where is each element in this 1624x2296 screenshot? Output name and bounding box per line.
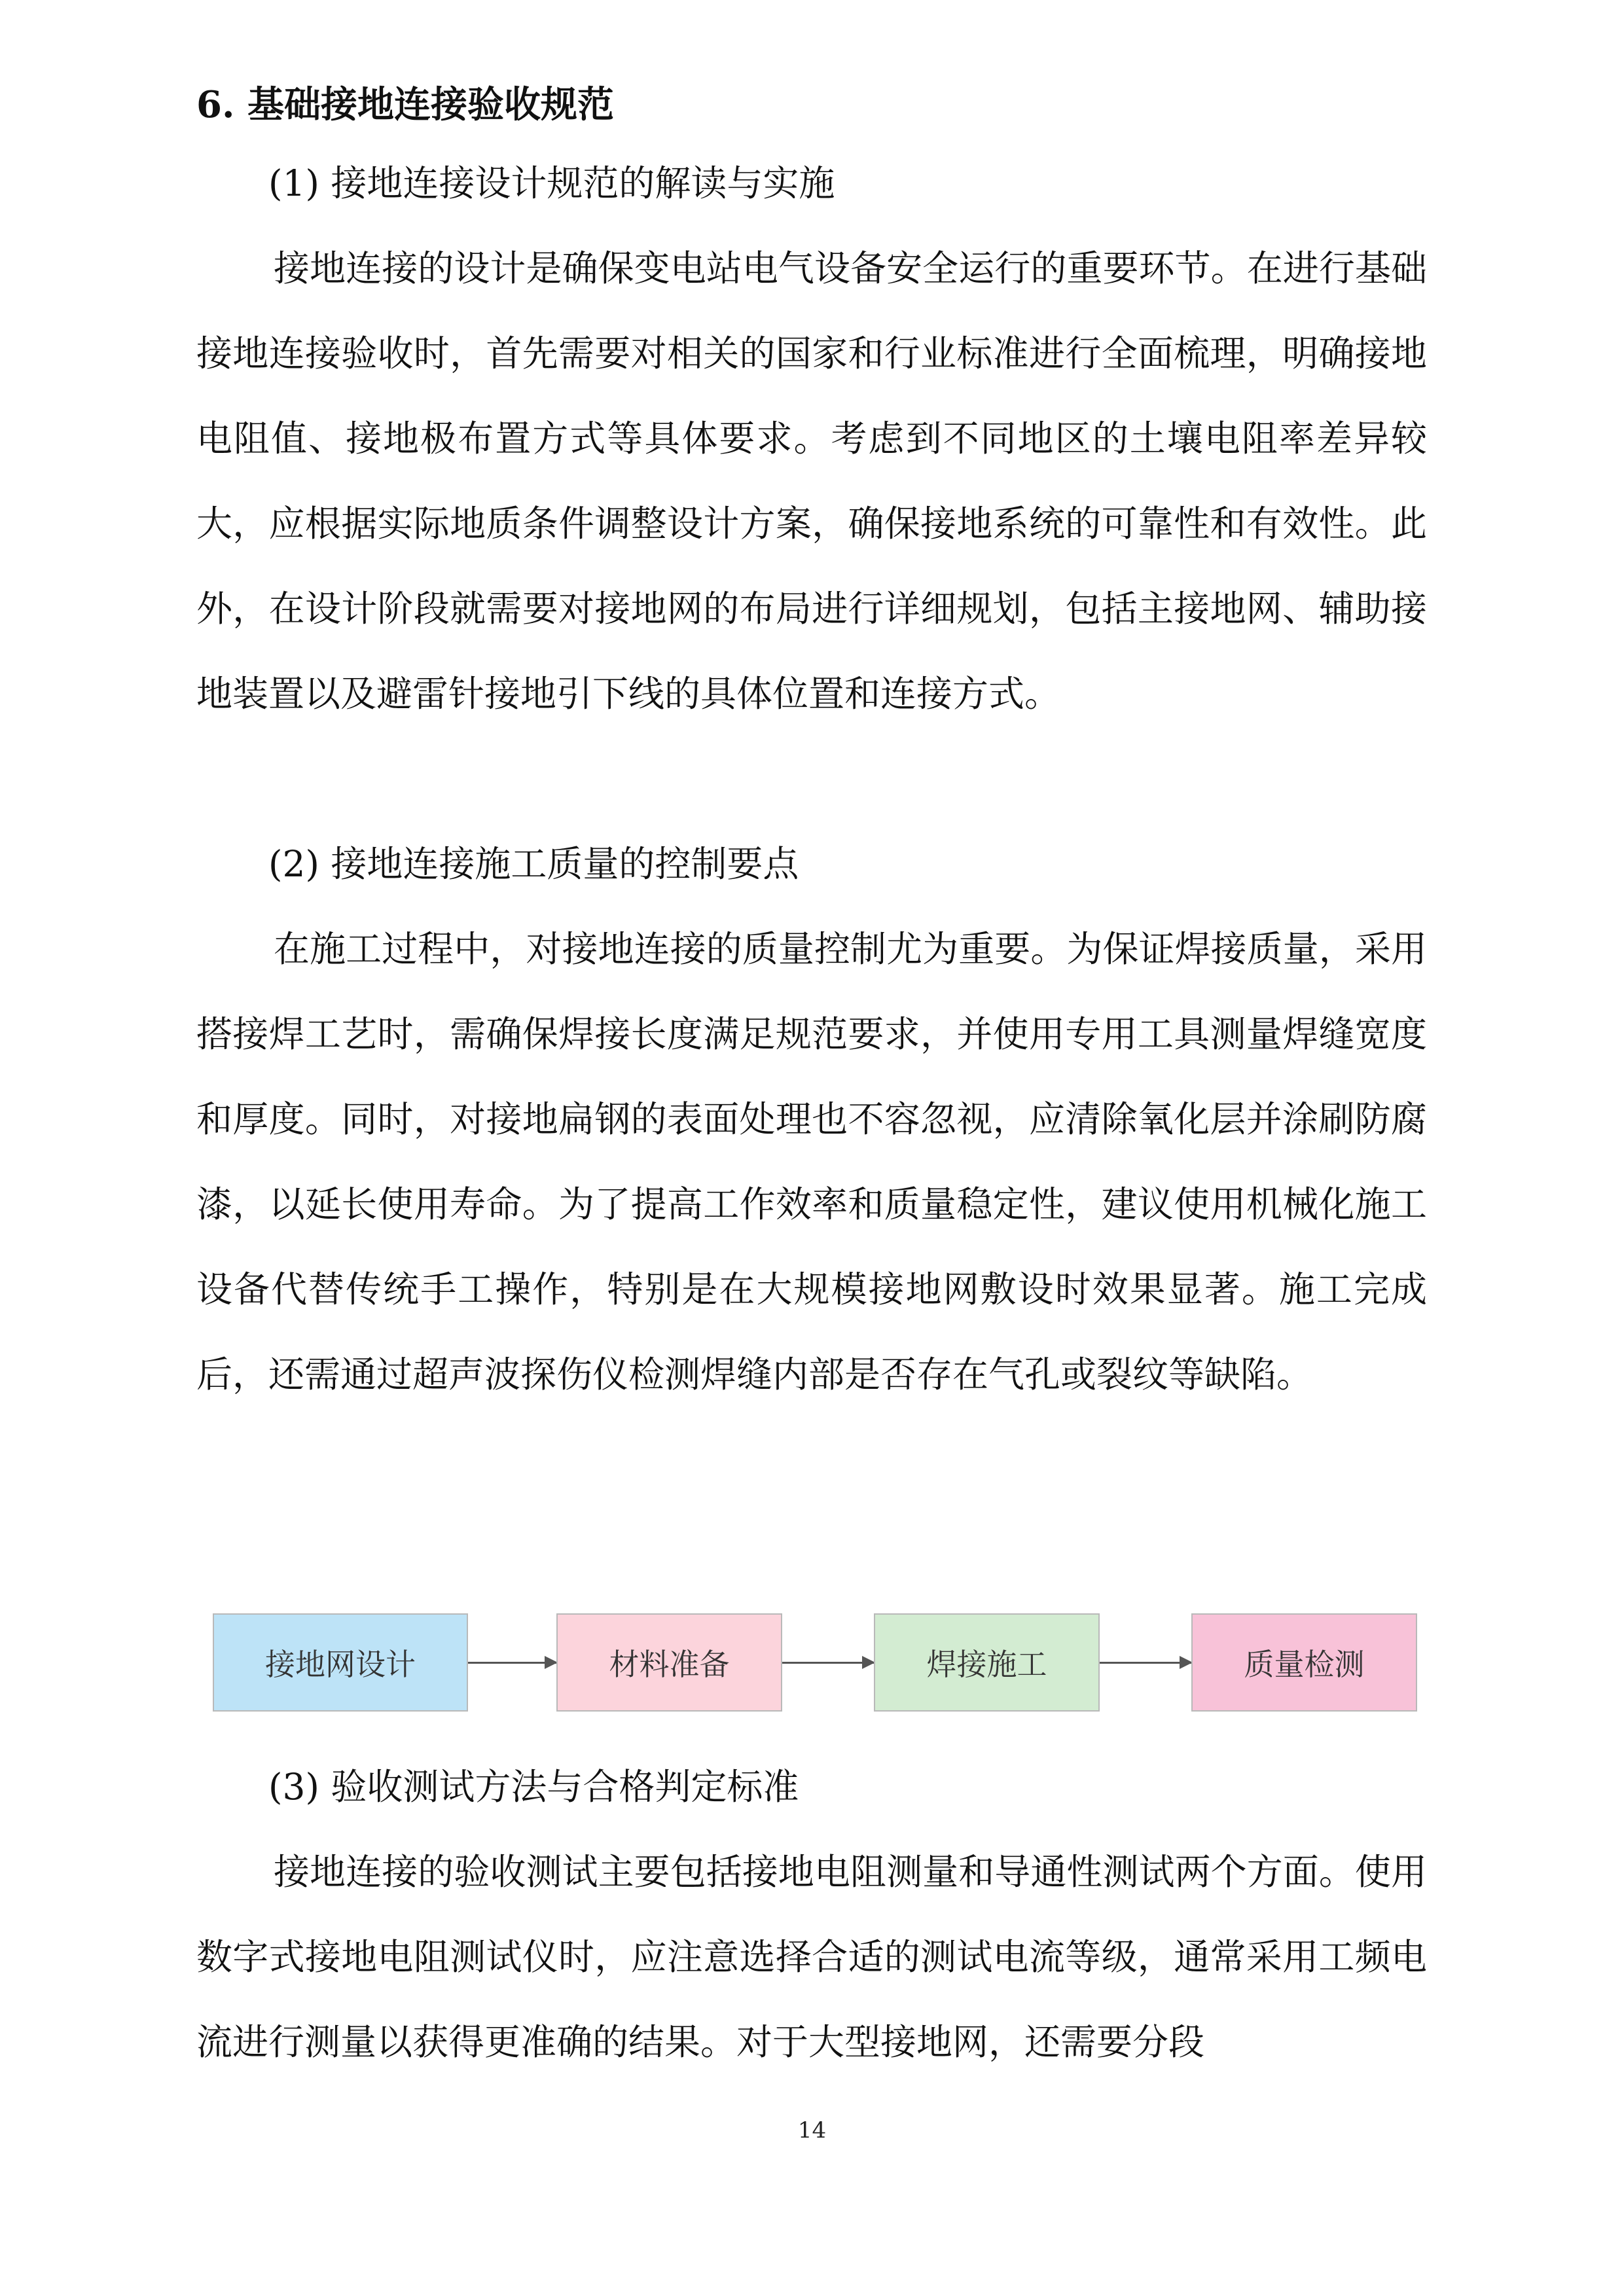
flow-step-welding: 焊接施工 <box>874 1613 1100 1712</box>
subsection-3-heading: (3) 验收测试方法与合格判定标准 <box>268 1766 799 1808</box>
subsection-1-heading: (1) 接地连接设计规范的解读与实施 <box>268 162 835 204</box>
subsection-1-paragraph: 接地连接的设计是确保变电站电气设备安全运行的重要环节。在进行基础接地连接验收时，首先需要对相关的国家和行业标准进行全面梳理，明确接地电阻值、接地极布置方式等具体要求。考虑到不同地区的土壤电阻率差异较大，应根据实际地质条件调整设计方案，确保接地系统的可靠性和有效性。此外，在设计阶段就需要对接地网的布局进行详细规划，包括主接地网、辅助接地装置以及避雷针接地引下线的具体位置和连接方式。 <box>196 247 1427 715</box>
page-number: 14 <box>797 2117 827 2144</box>
flow-step-design: 接地网设计 <box>213 1613 468 1712</box>
flow-arrow-right-icon <box>782 1662 874 1664</box>
flow-step-inspection: 质量检测 <box>1191 1613 1417 1712</box>
flow-arrow-right-icon <box>468 1662 556 1664</box>
flow-arrow-right-icon <box>1100 1662 1191 1664</box>
subsection-3-paragraph: 接地连接的验收测试主要包括接地电阻测量和导通性测试两个方面。使用数字式接地电阻测试仪时，应注意选择合适的测试电流等级，通常采用工频电流进行测量以获得更准确的结果。对于大型接地网，还需要分段 <box>196 1851 1427 2063</box>
subsection-2-paragraph: 在施工过程中，对接地连接的质量控制尤为重要。为保证焊接质量，采用搭接焊工艺时，需确保焊接长度满足规范要求，并使用专用工具测量焊缝宽度和厚度。同时，对接地扁钢的表面处理也不容忽视，应清除氧化层并涂刷防腐漆，以延长使用寿命。为了提高工作效率和质量稳定性，建议使用机械化施工设备代替传统手工操作，特别是在大规模接地网敷设时效果显著。施工完成后，还需通过超声波探伤仪检测焊缝内部是否存在气孔或裂纹等缺陷。 <box>196 928 1427 1395</box>
section-title: 6. 基础接地连接验收规范 <box>196 83 614 126</box>
subsection-2-heading: (2) 接地连接施工质量的控制要点 <box>268 843 799 885</box>
flow-step-materials: 材料准备 <box>556 1613 782 1712</box>
